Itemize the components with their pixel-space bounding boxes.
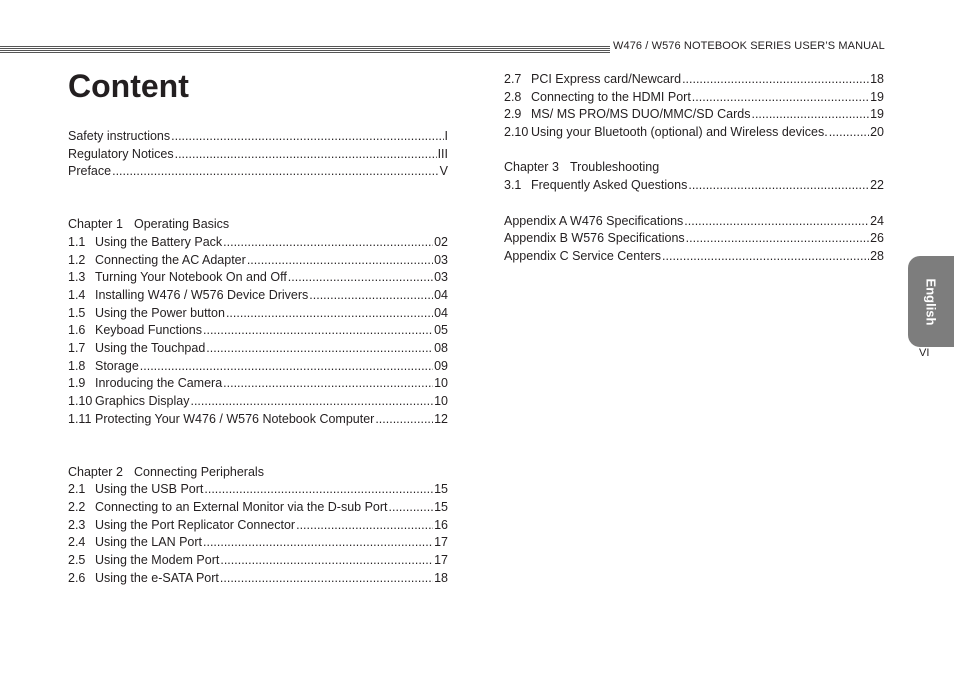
toc-left-column [68,128,448,588]
dot-leader [220,570,433,588]
toc-entry[interactable]: 2.2 Connecting to an External Monitor via the D-sub Port ..... 15 [68,499,448,517]
toc-entry[interactable]: 1.6 Keyboad Functions ..... 05 [68,322,448,340]
language-tab [908,256,954,347]
toc-entry[interactable]: 1.5 Using the Power button ..... 04 [68,305,448,323]
dot-leader [688,177,869,195]
dot-leader [829,124,869,142]
toc-entry[interactable]: 1.8 Storage ..... 09 [68,358,448,376]
dot-leader [112,163,439,181]
toc-entry-regulatory[interactable]: Regulatory Notices ..... III [68,146,448,164]
language-label: English [923,278,939,325]
chapter2-heading: Chapter 2 Connecting Peripherals [68,464,264,479]
dot-leader [203,534,433,552]
header-rule [0,46,610,54]
dot-leader [140,358,433,376]
toc-entry[interactable]: 1.10 Graphics Display ..... 10 [68,393,448,411]
toc-entry-preface[interactable]: Preface ..... V [68,163,448,181]
dot-leader [692,89,869,107]
dot-leader [204,481,433,499]
dot-leader [226,305,433,323]
toc-entry[interactable]: 2.5 Using the Modem Port ..... 17 [68,552,448,570]
toc-entry[interactable]: 3.1 Frequently Asked Questions ..... 22 [504,177,884,195]
chapter3-heading: Chapter 3 Troubleshooting [504,160,660,175]
toc-entry[interactable]: 1.4 Installing W476 / W576 Device Drivers ..... 04 [68,287,448,305]
chapter1-heading: Chapter 1 Operating Basics [68,217,230,232]
toc-entry[interactable]: 2.10 Using your Bluetooth (optional) and Wireless devices. ..... 20 [504,124,884,142]
toc-entry[interactable]: 2.9 MS/ MS PRO/MS DUO/MMC/SD Cards ..... 19 [504,106,884,124]
dot-leader [171,128,443,146]
toc-entry[interactable]: 1.2 Connecting the AC Adapter ..... 03 [68,252,448,270]
dot-leader [175,146,437,164]
toc-entry[interactable]: 1.11 Protecting Your W476 / W576 Notebook Computer ..... 12 [68,411,448,429]
toc-entry[interactable]: 2.1 Using the USB Port ..... 15 [68,481,448,499]
toc-entry[interactable]: 1.9 Inroducing the Camera ..... 10 [68,375,448,393]
toc-entry[interactable]: 1.7 Using the Touchpad ..... 08 [68,340,448,358]
toc-entry[interactable]: 2.4 Using the LAN Port ..... 17 [68,534,448,552]
toc-entry-appendix-c[interactable]: Appendix C Service Centers ..... 28 [504,248,884,266]
dot-leader [375,411,433,429]
dot-leader [220,552,433,570]
dot-leader [190,393,433,411]
dot-leader [309,287,433,305]
dot-leader [751,106,869,124]
dot-leader [662,248,869,266]
dot-leader [203,322,433,340]
toc-entry[interactable]: 2.6 Using the e-SATA Port ..... 18 [68,570,448,588]
dot-leader [389,499,434,517]
dot-leader [686,230,869,248]
dot-leader [684,213,869,231]
toc-entry[interactable]: 2.7 PCI Express card/Newcard ..... 18 [504,71,884,89]
dot-leader [206,340,433,358]
page-number: VI [919,347,930,359]
dot-leader [288,269,433,287]
toc-entry-appendix-a[interactable]: Appendix A W476 Specifications ..... 24 [504,213,884,231]
dot-leader [682,71,869,89]
toc-entry[interactable]: 2.8 Connecting to the HDMI Port ..... 19 [504,89,884,107]
toc-entry[interactable]: 1.1 Using the Battery Pack ..... 02 [68,234,448,252]
toc-entry[interactable]: 1.3 Turning Your Notebook On and Off ..... 03 [68,269,448,287]
dot-leader [247,252,433,270]
toc-entry-appendix-b[interactable]: Appendix B W576 Specifications ..... 26 [504,230,884,248]
toc-right-column [504,71,884,266]
toc-entry[interactable]: 2.3 Using the Port Replicator Connector ..... 16 [68,517,448,535]
toc-entry-safety[interactable]: Safety instructions ..... I [68,128,448,146]
page-title: Content [68,68,189,104]
dot-leader [296,517,433,535]
dot-leader [223,234,433,252]
dot-leader [223,375,433,393]
manual-title: W476 / W576 NOTEBOOK SERIES USER’S MANUAL [613,40,885,52]
